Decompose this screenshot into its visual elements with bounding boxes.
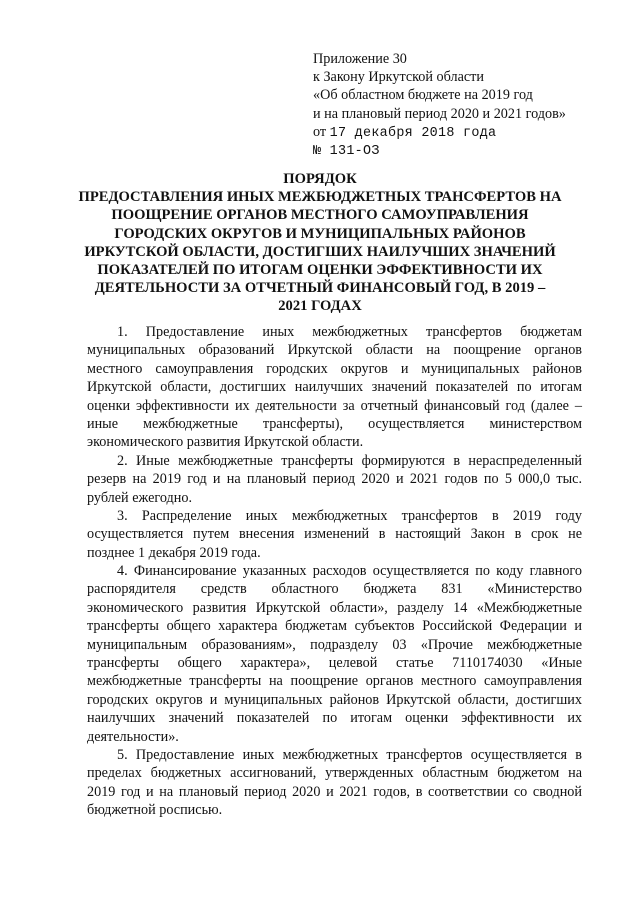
paragraph-line: бюджетной росписью. <box>87 802 223 819</box>
paragraph-line: наилучших значений показателей по итогам оценки эффективности их <box>87 710 582 727</box>
paragraph-2 <box>87 452 582 507</box>
law-number: № 131-ОЗ <box>313 144 380 160</box>
paragraph-line: Иркутской области, достигших наилучших значений показателей по итогам <box>87 379 582 396</box>
paragraph-line: позднее 1 декабря 2019 года. <box>87 544 261 561</box>
paragraph-5 <box>87 746 582 820</box>
paragraph-line: резерв на 2019 год и на плановый период 2020 и 2021 годов по 5 000,0 тыс. <box>87 471 582 488</box>
title-line: ПООЩРЕНИЕ ОРГАНОВ МЕСТНОГО САМОУПРАВЛЕНИЯ <box>111 207 529 224</box>
paragraph-line: пределах бюджетных ассигнований, утвержденных областным бюджетом на <box>87 765 582 782</box>
paragraph-line: 1. Предоставление иных межбюджетных трансфертов бюджетам <box>117 324 582 340</box>
paragraph-4 <box>87 562 582 746</box>
appendix-header <box>313 50 613 161</box>
paragraph-3 <box>87 507 582 562</box>
appendix-line: Приложение 30 <box>313 51 407 67</box>
title-line: ПРЕДОСТАВЛЕНИЯ ИНЫХ МЕЖБЮДЖЕТНЫХ ТРАНСФЕРТОВ НА <box>78 189 562 206</box>
title-line: ПОКАЗАТЕЛЕЙ ПО ИТОГАМ ОЦЕНКИ ЭФФЕКТИВНОСТИ ИХ <box>97 262 543 279</box>
paragraph-line: 3. Распределение иных межбюджетных трансфертов в 2019 году <box>117 507 582 524</box>
paragraph-line: экономического развития Иркутской области», разделу 14 «Межбюджетные <box>87 599 582 616</box>
paragraph-line: распорядителя средств областного бюджета 831 «Министерство <box>87 581 582 598</box>
date-prefix: от <box>313 123 327 140</box>
paragraph-line: межбюджетные трансферты на поощрение органов местного самоуправления <box>87 673 582 690</box>
title-line: ИРКУТСКОЙ ОБЛАСТИ, ДОСТИГШИХ НАИЛУЧШИХ ЗНАЧЕНИЙ <box>84 243 556 260</box>
paragraph-line: трансферты общего характера бюджетам субъектов Российской Федерации и <box>87 618 582 635</box>
paragraph-line: местного самоуправления городских округов и муниципальных районов <box>87 360 582 377</box>
paragraph-1 <box>87 323 582 452</box>
paragraph-line: деятельности». <box>87 728 179 745</box>
paragraph-line: экономического развития Иркутской области. <box>87 434 364 451</box>
title-line: ДЕЯТЕЛЬНОСТИ ЗА ОТЧЕТНЫЙ ФИНАНСОВЫЙ ГОД, В 2019 – <box>94 280 546 297</box>
paragraph-line: муниципальным образованиям», подразделу 03 «Прочие межбюджетные <box>87 636 582 653</box>
date-value: 17 декабря 2018 года <box>329 125 497 141</box>
appendix-line: и на плановый период 2020 и 2021 годов» <box>313 105 566 122</box>
paragraph-line: трансферты общего характера», целевой статье 7110174030 «Иные <box>87 655 582 672</box>
paragraph-line: городских округов и муниципальных районов Иркутской области, достигших <box>87 691 582 708</box>
title-line: ГОРОДСКИХ ОКРУГОВ И МУНИЦИПАЛЬНЫХ РАЙОНОВ <box>114 225 526 242</box>
paragraph-line: муниципальных образований Иркутской области на поощрение органов <box>87 342 582 359</box>
appendix-line: «Об областном бюджете на 2019 год <box>313 87 533 104</box>
paragraph-line: иные межбюджетные трансферты), осуществляется министерством <box>87 415 582 432</box>
paragraph-line: 2. Иные межбюджетные трансферты формируются в нераспределенный <box>117 452 582 469</box>
appendix-date-line <box>313 123 613 143</box>
paragraph-line: 4. Финансирование указанных расходов осуществляется по коду главного <box>117 563 582 580</box>
paragraph-line: 2019 год и на плановый период 2020 и 2021 годов, в соответствии со сводной <box>87 783 582 800</box>
title-line: 2021 ГОДАХ <box>278 298 362 315</box>
paragraph-line: 5. Предоставление иных межбюджетных трансфертов осуществляется в <box>117 746 582 763</box>
paragraph-line: рублей ежегодно. <box>87 489 193 506</box>
paragraph-line: осуществляется путем внесения изменений в настоящий Закон в срок не <box>87 526 582 543</box>
paragraph-line: оценки эффективности их деятельности за отчетный финансовый год (далее – <box>87 397 582 414</box>
title-line: ПОРЯДОК <box>283 171 357 187</box>
document-title <box>60 170 580 316</box>
document-body <box>87 323 582 820</box>
appendix-line: к Закону Иркутской области <box>313 69 484 86</box>
